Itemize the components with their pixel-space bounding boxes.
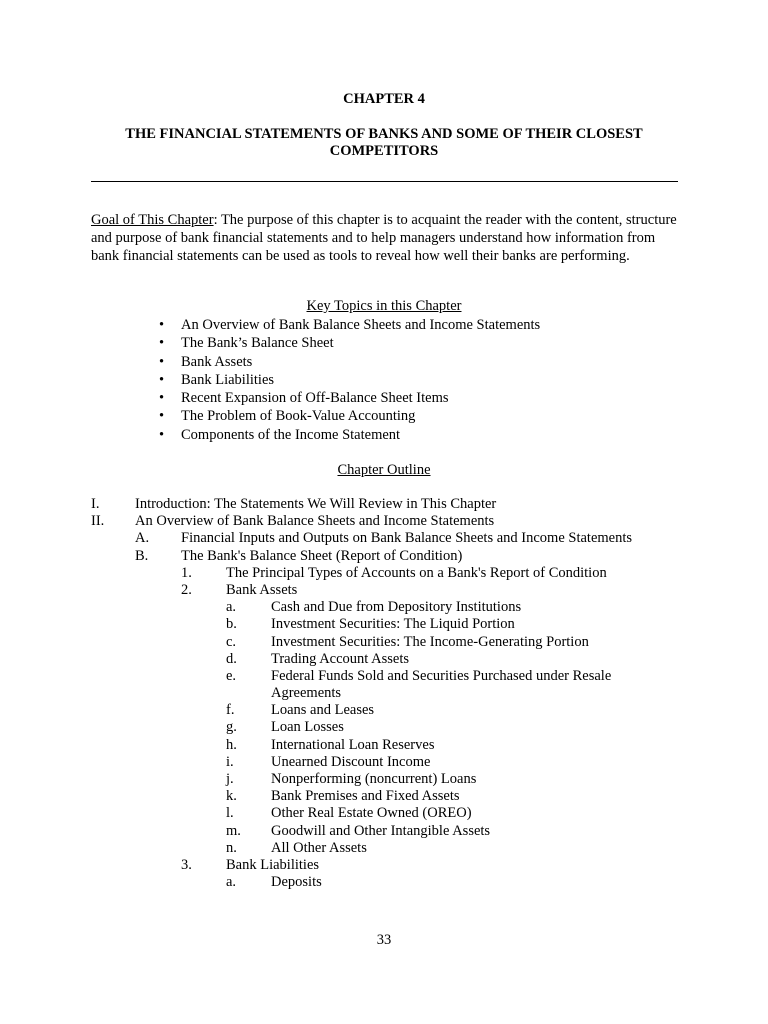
outline-marker: I. bbox=[91, 496, 100, 512]
outline-text: Cash and Due from Depository Institutions bbox=[271, 599, 522, 616]
bullet-icon: • bbox=[159, 408, 165, 425]
outline-item bbox=[0, 788, 768, 805]
outline-heading: Chapter Outline bbox=[337, 462, 431, 478]
outline-marker: A. bbox=[135, 530, 150, 547]
outline-marker: l. bbox=[226, 805, 234, 822]
outline-text: Nonperforming (noncurrent) Loans bbox=[271, 771, 477, 787]
outline-marker: f. bbox=[226, 702, 235, 719]
outline-item bbox=[0, 496, 768, 513]
outline-item bbox=[0, 857, 768, 874]
outline-item bbox=[0, 565, 768, 582]
outline-marker: c. bbox=[226, 633, 237, 650]
outline-item bbox=[0, 805, 768, 822]
outline-text: Financial Inputs and Outputs on Bank Balance Sheets and Income Statements bbox=[181, 530, 633, 547]
chapter-title: THE FINANCIAL STATEMENTS OF BANKS AND SOME OF THEIR CLOSEST COMPETITORS bbox=[125, 126, 643, 159]
horizontal-rule bbox=[91, 181, 678, 182]
page-number: 33 bbox=[376, 932, 392, 948]
outline-text: Bank Assets bbox=[226, 581, 298, 598]
outline-marker: 1. bbox=[181, 564, 192, 581]
outline-item bbox=[0, 548, 768, 565]
outline-text: All Other Assets bbox=[271, 839, 367, 856]
outline-text: Trading Account Assets bbox=[271, 650, 410, 667]
outline-item bbox=[0, 719, 768, 736]
outline-text: Deposits bbox=[271, 874, 322, 891]
outline-text: Goodwill and Other Intangible Assets bbox=[271, 822, 491, 839]
outline-marker: h. bbox=[226, 736, 237, 753]
outline-text: International Loan Reserves bbox=[271, 736, 435, 753]
outline-text: Introduction: The Statements We Will Review in This Chapter bbox=[135, 496, 497, 512]
outline-item bbox=[0, 513, 768, 530]
outline-marker: 2. bbox=[181, 581, 192, 598]
outline-marker: i. bbox=[226, 753, 234, 770]
outline-item bbox=[0, 599, 768, 616]
goal-text: : The purpose of this chapter is to acquaint the reader with the content, structure and purpose of bank financial statements and to help managers understand how information from bank financial statements can be used as tools to reveal how well their banks are performing. bbox=[91, 212, 677, 264]
outline-marker: k. bbox=[226, 788, 237, 805]
outline-item bbox=[0, 702, 768, 719]
outline-text: The Bank's Balance Sheet (Report of Condition) bbox=[181, 547, 463, 564]
key-topic-text: Components of the Income Statement bbox=[181, 426, 401, 443]
outline-marker: e. bbox=[226, 667, 237, 684]
outline-marker: b. bbox=[226, 616, 237, 633]
outline-text: Loans and Leases bbox=[271, 702, 375, 719]
outline-marker: II. bbox=[91, 513, 105, 530]
outline-text: Agreements bbox=[271, 685, 342, 702]
key-topic-text: The Bank’s Balance Sheet bbox=[181, 335, 334, 352]
goal-label: Goal of This Chapter bbox=[91, 212, 214, 228]
outline-marker: 3. bbox=[181, 856, 192, 873]
outline-marker: a. bbox=[226, 599, 237, 616]
outline-item bbox=[0, 530, 768, 547]
outline-marker: a. bbox=[226, 874, 237, 891]
key-topic-text: Bank Assets bbox=[181, 353, 253, 370]
outline-item bbox=[0, 823, 768, 840]
outline-text: Bank Liabilities bbox=[226, 856, 320, 873]
outline-text: Other Real Estate Owned (OREO) bbox=[271, 805, 472, 822]
outline-marker: d. bbox=[226, 650, 237, 667]
chapter-label: CHAPTER 4 bbox=[343, 91, 425, 107]
key-topics-heading: Key Topics in this Chapter bbox=[306, 298, 462, 314]
outline-marker: B. bbox=[135, 547, 149, 564]
key-topic-text: Recent Expansion of Off-Balance Sheet Items bbox=[181, 390, 449, 407]
bullet-icon: • bbox=[159, 335, 165, 352]
outline-marker: j. bbox=[226, 771, 234, 787]
outline-text: Federal Funds Sold and Securities Purchased under Resale bbox=[271, 667, 612, 684]
outline-item bbox=[0, 582, 768, 599]
outline-item-continuation bbox=[0, 685, 768, 702]
bullet-icon: • bbox=[159, 317, 165, 333]
key-topic-text: An Overview of Bank Balance Sheets and Income Statements bbox=[181, 317, 541, 333]
outline-text: The Principal Types of Accounts on a Bank's Report of Condition bbox=[226, 564, 607, 581]
outline-text: Bank Premises and Fixed Assets bbox=[271, 788, 460, 805]
key-topic-text: The Problem of Book-Value Accounting bbox=[181, 408, 416, 425]
outline-text: Loan Losses bbox=[271, 719, 344, 736]
outline-item bbox=[0, 754, 768, 771]
outline-text: Unearned Discount Income bbox=[271, 753, 431, 770]
outline-text: Investment Securities: The Liquid Portion bbox=[271, 616, 515, 633]
outline-marker: g. bbox=[226, 719, 237, 736]
outline-item bbox=[0, 771, 768, 788]
key-topic-text: Bank Liabilities bbox=[181, 371, 275, 388]
outline-item bbox=[0, 651, 768, 668]
outline-text: Investment Securities: The Income-Generating Portion bbox=[271, 633, 589, 650]
bullet-icon: • bbox=[159, 390, 165, 407]
bullet-icon: • bbox=[159, 426, 165, 443]
outline-marker: n. bbox=[226, 839, 237, 856]
goal-paragraph bbox=[91, 211, 678, 265]
bullet-icon: • bbox=[159, 353, 165, 370]
outline-item bbox=[0, 737, 768, 754]
chapter-outline bbox=[0, 496, 768, 891]
outline-item bbox=[0, 840, 768, 857]
outline-item bbox=[0, 874, 768, 891]
outline-item bbox=[0, 668, 768, 685]
outline-marker: m. bbox=[226, 822, 241, 839]
outline-text: An Overview of Bank Balance Sheets and Income Statements bbox=[135, 513, 495, 530]
outline-item bbox=[0, 634, 768, 651]
bullet-icon: • bbox=[159, 371, 165, 388]
outline-item bbox=[0, 616, 768, 633]
